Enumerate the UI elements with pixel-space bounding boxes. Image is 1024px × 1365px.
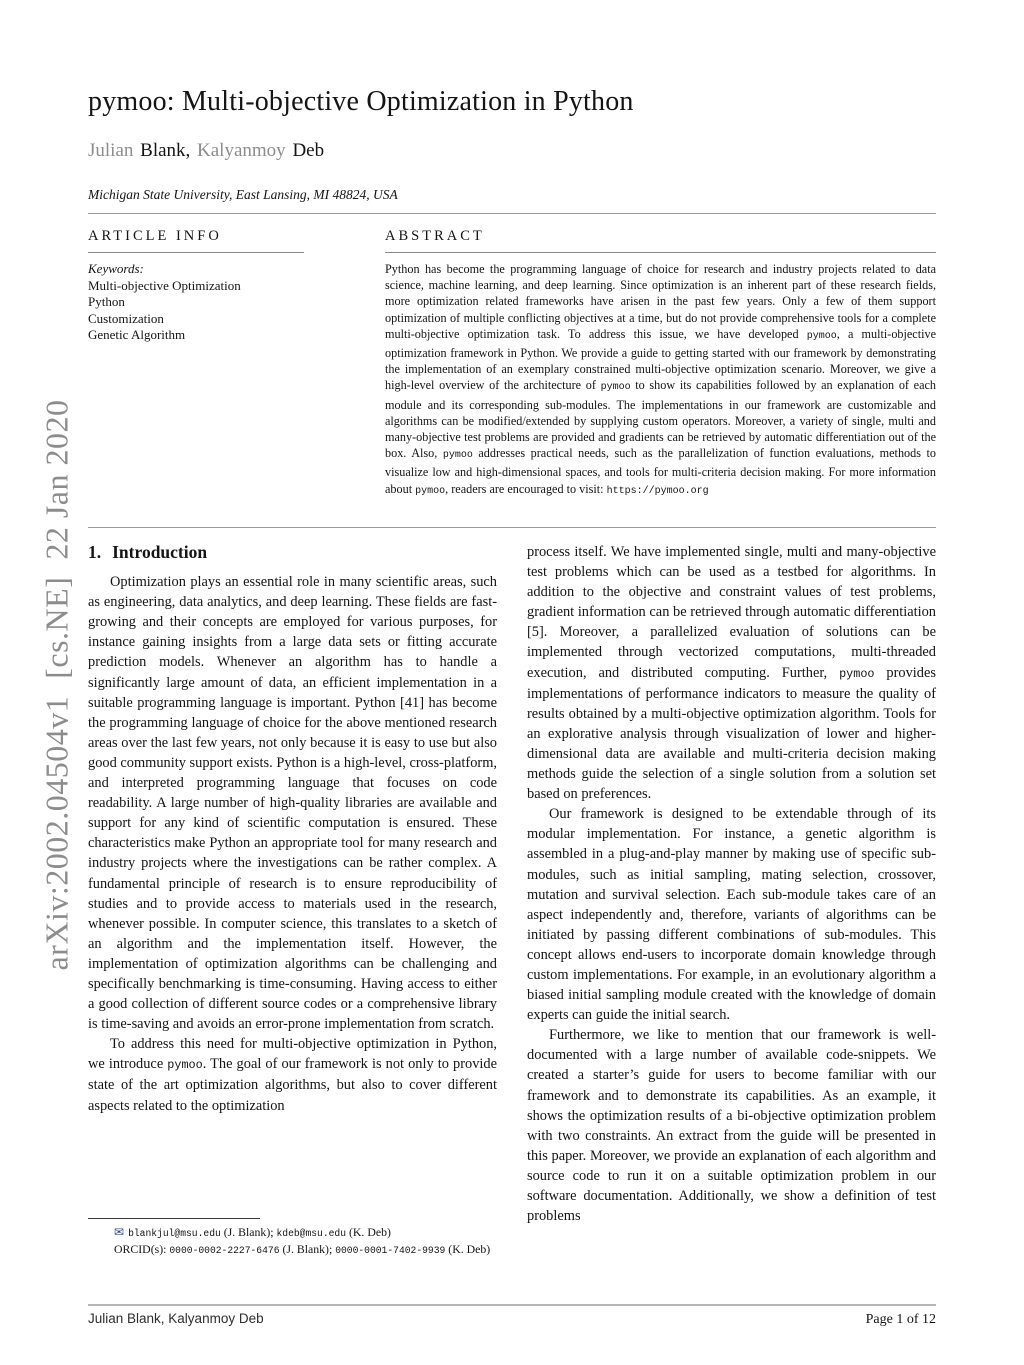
- section-title: Introduction: [112, 542, 208, 562]
- abstract-heading: ABSTRACT: [385, 228, 485, 244]
- body-section: [88, 542, 936, 1226]
- abstract-bottom-divider: [88, 527, 936, 528]
- footer-authors: Julian Blank, Kalyanmoy Deb: [88, 1311, 264, 1326]
- section-number: 1.: [88, 542, 102, 562]
- keyword-item: Customization: [88, 310, 164, 326]
- abstract-column: [385, 228, 936, 500]
- page-number: Page 1 of 12: [865, 1312, 936, 1327]
- paragraph: Optimization plays an essential role in many scientific areas, such as engineering, data analytics, and deep learning. These fields are fast-growing and their concepts are employed for various purposes, for instance gaining insights from a large data sets or fitting accurate prediction models. Whenever an algorithm has to handle a significantly large amount of data, an efficient implementation in a suitable programming language is important. Python [41] has become the programming language of choice for the above mentioned research areas over the last few years, not only because it is easy to use but also good community support exists. Python is a high-level, cross-platform, and interpreted programming language that focuses on code readability. A large number of high-quality libraries are available and support for any kind of scientific computation is ensured. These characteristics make Python an appropriate tool for many research and industry projects where the investigations can be rather complex. A fundamental principle of research is to ensure reproducibility of studies and to provide access to materials used in the research, whenever possible. In computer science, this translates to a sketch of an algorithm and the implementation itself. However, the implementation of optimization algorithms can be challenging and specifically benchmarking is time-consuming. Having access to either a good collection of different source codes or a comprehensive library is time-saving and avoids an error-prone implementation from scratch.: [88, 574, 497, 1033]
- paper-title: pymoo: Multi-objective Optimization in Python: [88, 86, 634, 117]
- right-column: [527, 542, 936, 1226]
- page-footer: [88, 1311, 936, 1328]
- footer-divider: [88, 1304, 936, 1306]
- footnote-orcid-text: ORCID(s): 0000-0002-2227-6476 (J. Blank); 0000-0001-7402-9939 (K. Deb): [114, 1241, 491, 1256]
- footnote-emails: [88, 1225, 502, 1242]
- article-info-heading: ARTICLE INFO: [88, 228, 222, 244]
- left-column: [88, 542, 497, 1226]
- keyword-item: Genetic Algorithm: [88, 327, 186, 342]
- footnote: [88, 1218, 502, 1259]
- left-column-text: [88, 572, 497, 1116]
- article-info-column: [88, 228, 358, 500]
- article-info-section: [88, 228, 936, 500]
- paragraph: Our framework is designed to be extendable through of its modular implementation. For instance, a genetic algorithm is assembled in a plug-and-play manner by making use of specific sub-modules, such as initial sampling, mating selection, crossover, mutation and survival selection. Each sub-module takes care of an aspect independently and, therefore, variants of algorithms can be initiated by passing different combinations of sub-modules. This concept allows end-users to incorporate domain knowledge through custom implementations. For example, in an evolutionary algorithm a biased initial sampling module created with the knowledge of domain experts can guide the initial search.: [527, 806, 936, 1024]
- header-divider: [88, 213, 936, 214]
- right-column-text: [527, 542, 936, 1226]
- paragraph: To address this need for multi-objective optimization in Python, we introduce pymoo. The goal of our framework is not only to provide state of the art optimization algorithms, but also to cover different aspects related to the optimization: [88, 1036, 497, 1114]
- footnote-divider: [88, 1218, 260, 1219]
- abstract-paragraph: [385, 261, 936, 500]
- article-info-divider: [88, 252, 304, 253]
- authors-line: Julian Blank, Kalyanmoy Deb: [88, 140, 325, 161]
- keyword-item: Python: [88, 294, 125, 309]
- abstract-text: Python has become the programming language of choice for research and industry projects related to data science, machine learning, and deep learning. Since optimization is an inherent part of these research fields, more optimization related frameworks have arisen in the past few years. Only a few of them support optimization of multiple conflicting objectives at a time, but do not provide comprehensive tools for a complete multi-objective optimization task. To address this issue, we have developed pymoo, a multi-objective optimization framework in Python. We provide a guide to getting started with our framework by demonstrating the implementation of an exemplary constrained multi-objective optimization scenario. Moreover, we give a high-level overview of the architecture of pymoo to show its capabilities followed by an explanation of each module and its corresponding sub-modules. The implementations in our framework are customizable and algorithms can be modified/extended by supplying custom operators. Moreover, a variety of single, multi and many-objective test problems are provided and gradients can be retrieved by automatic differentiation out of the box. Also, pymoo addresses practical needs, such as the parallelization of function evaluations, methods to visualize low and high-dimensional spaces, and tools for multi-criteria decision making. For more information about pymoo, readers are encouraged to visit:: [385, 262, 936, 497]
- paragraph: process itself. We have implemented single, multi and many-objective test problems which can be used as a testbed for algorithms. In addition to the objective and constraint values of test problems, gradient information can be retrieved through automatic differentiation [5]. Moreover, a parallelized evaluation of solutions can be implemented through vectorized computations, multi-threaded execution, and distributed computing. Further, pymoo provides implementations of performance indicators to measure the quality of results obtained by a multi-objective optimization algorithm. Tools for an explorative analysis through visualization of lower and higher-dimensional data are available and multi-criteria decision making methods guide the selection of a single solution from a solution set based on preferences.: [527, 544, 936, 803]
- keywords-block: [88, 261, 358, 344]
- footnote-emails-text[interactable]: blankjul@msu.edu (J. Blank); kdeb@msu.edu (K. Deb): [128, 1225, 391, 1239]
- abstract-divider: [385, 252, 936, 253]
- keyword-item: Multi-objective Optimization: [88, 277, 241, 293]
- section-heading-introduction: [88, 542, 497, 562]
- footnote-orcid: [88, 1242, 502, 1259]
- keywords-label: Keywords:: [88, 261, 144, 276]
- pymoo-url-link[interactable]: https://pymoo.org: [606, 485, 709, 497]
- email-icon: ✉: [114, 1225, 125, 1239]
- affiliation: Michigan State University, East Lansing, MI 48824, USA: [88, 187, 398, 202]
- paragraph: Furthermore, we like to mention that our framework is well-documented with a large number of available code-snippets. We created a starter’s guide for users to become familiar with our framework and to demonstrate its capabilities. As an example, it shows the optimization results of a bi-objective optimization problem with two constraints. An extract from the guide will be presented in this paper. Moreover, we provide an explanation of each algorithm and source code to run it on a suitable optimization problem in our software documentation. Additionally, we show a definition of test problems: [527, 1027, 936, 1225]
- arxiv-watermark: arXiv:2002.04504v1 [cs.NE] 22 Jan 2020: [38, 399, 75, 971]
